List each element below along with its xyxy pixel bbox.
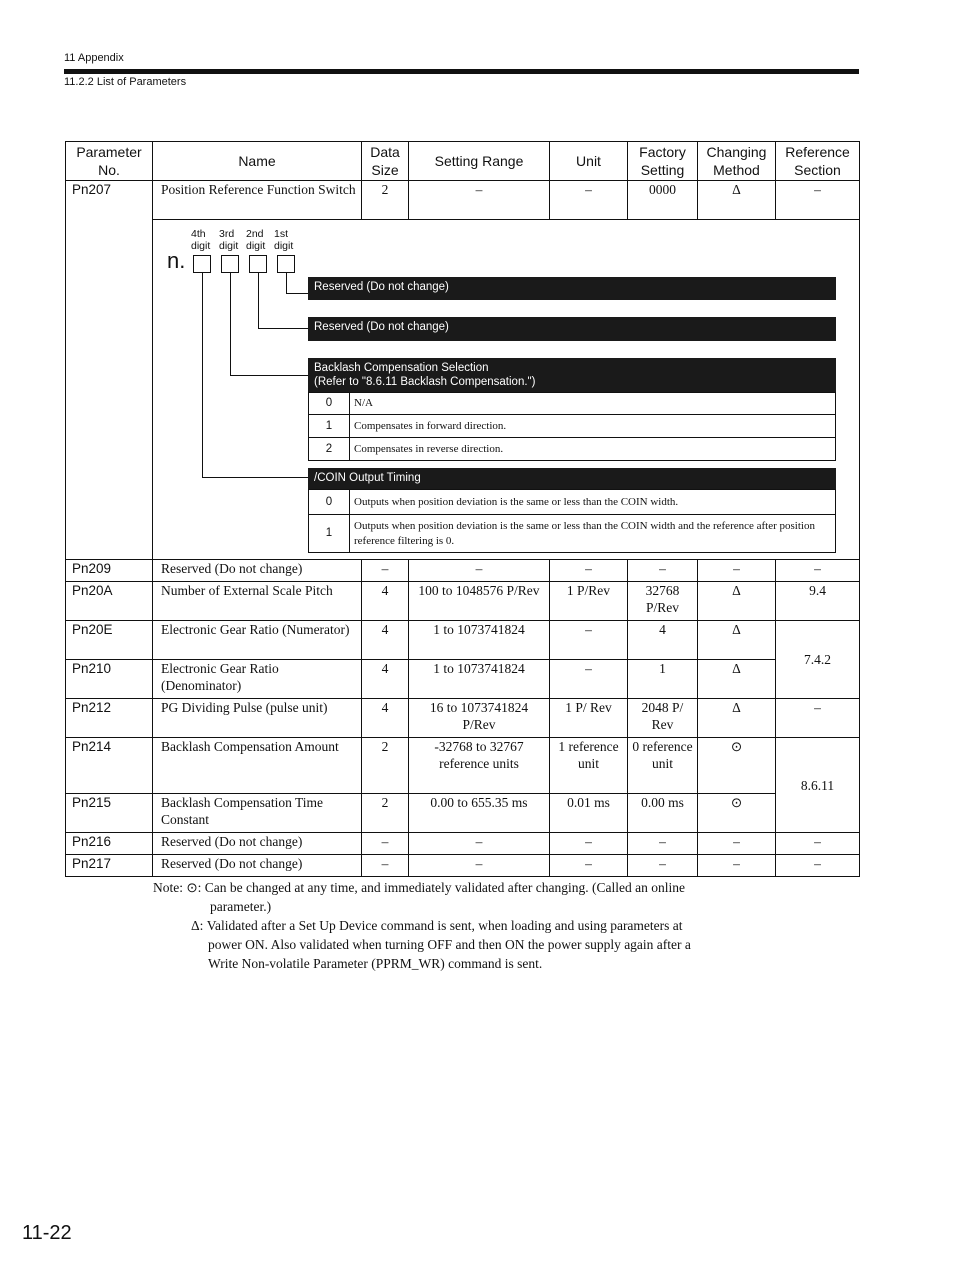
digit-box-4th — [193, 255, 211, 273]
reference-section: 9.4 — [776, 582, 860, 621]
table-row — [66, 582, 860, 621]
col-header: Parameter No. — [66, 142, 153, 181]
option-text: N/A — [350, 393, 836, 415]
changing-method: Δ — [698, 582, 776, 621]
col-header: Unit — [550, 142, 628, 181]
changing-method: ⊙ — [698, 738, 776, 794]
digit1-title — [308, 277, 836, 300]
setting-range: 1 to 1073741824 — [409, 660, 550, 699]
param-name: Number of External Scale Pitch — [153, 582, 362, 621]
param-no: Pn212 — [66, 699, 153, 738]
note-line: Δ: Validated after a Set Up Device command is sent, when loading and using parameters at — [191, 918, 683, 933]
param-no: Pn210 — [66, 660, 153, 699]
data-size: – — [362, 560, 409, 582]
option-text: Compensates in forward direction. — [350, 415, 836, 438]
chapter-header: 11 Appendix — [64, 52, 124, 64]
setting-range: – — [409, 855, 550, 877]
unit: – — [550, 833, 628, 855]
reference-section: 7.4.2 — [776, 621, 860, 699]
digit-diagram — [153, 220, 859, 559]
prefix-label: n. — [167, 248, 186, 273]
table-row — [66, 621, 860, 660]
digit-label: 3rd digit — [219, 228, 239, 252]
param-name: Position Reference Function Switch — [153, 181, 362, 220]
col-header: Factory Setting — [628, 142, 698, 181]
setting-range: -32768 to 32767 reference units — [409, 738, 550, 794]
param-no: Pn209 — [66, 560, 153, 582]
changing-method: Δ — [698, 181, 776, 220]
option-row — [309, 415, 836, 438]
table-row — [66, 855, 860, 877]
setting-range: – — [409, 181, 550, 220]
param-no: Pn214 — [66, 738, 153, 794]
table-row — [66, 833, 860, 855]
table-row — [66, 738, 860, 794]
changing-method: – — [698, 855, 776, 877]
data-size: 4 — [362, 621, 409, 660]
data-size: 2 — [362, 794, 409, 833]
leader-line — [258, 328, 308, 329]
table-row — [66, 699, 860, 738]
digit3-title-text: Backlash Compensation Selection — [314, 362, 489, 374]
factory-setting: 0 reference unit — [628, 738, 698, 794]
col-header: Data Size — [362, 142, 409, 181]
param-name: Reserved (Do not change) — [153, 833, 362, 855]
data-size: 4 — [362, 582, 409, 621]
setting-range: 0.00 to 655.35 ms — [409, 794, 550, 833]
digit4-options — [308, 489, 836, 553]
table-row — [66, 794, 860, 833]
setting-range: 100 to 1048576 P/Rev — [409, 582, 550, 621]
reference-section: – — [776, 855, 860, 877]
digit-box-2nd — [249, 255, 267, 273]
table-row — [66, 660, 860, 699]
option-key: 0 — [309, 393, 350, 415]
leader-line — [202, 273, 203, 477]
option-row — [309, 438, 836, 461]
data-size: – — [362, 833, 409, 855]
note-line: Note: ⊙: Can be changed at any time, and immediately validated after changing. (Called an online — [153, 880, 686, 895]
unit: – — [550, 621, 628, 660]
changing-method: – — [698, 560, 776, 582]
col-header: Name — [153, 142, 362, 181]
reference-section: – — [776, 560, 860, 582]
param-no: Pn20A — [66, 582, 153, 621]
option-key: 1 — [309, 515, 350, 553]
option-row — [309, 515, 836, 553]
option-key: 0 — [309, 490, 350, 515]
digit-label: 1st digit — [274, 228, 294, 252]
option-row — [309, 490, 836, 515]
unit: – — [550, 660, 628, 699]
unit: 0.01 ms — [550, 794, 628, 833]
unit: – — [550, 855, 628, 877]
digit-box-1st — [277, 255, 295, 273]
data-size: 2 — [362, 738, 409, 794]
reference-section: – — [776, 181, 860, 220]
factory-setting: 1 — [628, 660, 698, 699]
unit: – — [550, 181, 628, 220]
unit: 1 P/Rev — [550, 582, 628, 621]
factory-setting: – — [628, 855, 698, 877]
note-line: Write Non-volatile Parameter (PPRM_WR) command is sent. — [208, 956, 543, 971]
changing-method: Δ — [698, 660, 776, 699]
digit3-title — [308, 358, 836, 392]
unit: – — [550, 560, 628, 582]
parameter-table — [65, 141, 860, 877]
digit2-title — [308, 317, 836, 341]
option-text: Compensates in reverse direction. — [350, 438, 836, 461]
setting-range: – — [409, 833, 550, 855]
digit-diagram-row — [66, 220, 860, 560]
setting-range: – — [409, 560, 550, 582]
factory-setting: 4 — [628, 621, 698, 660]
digit1-title-text: Reserved (Do not change) — [314, 281, 449, 293]
leader-line — [286, 273, 287, 293]
reference-section: 8.6.11 — [776, 738, 860, 833]
data-size: 4 — [362, 699, 409, 738]
data-size: – — [362, 855, 409, 877]
param-no: Pn215 — [66, 794, 153, 833]
reference-section: – — [776, 699, 860, 738]
param-no: Pn216 — [66, 833, 153, 855]
option-key: 1 — [309, 415, 350, 438]
section-header: 11.2.2 List of Parameters — [64, 76, 187, 88]
col-header: Setting Range — [409, 142, 550, 181]
setting-range: 16 to 1073741824 P/Rev — [409, 699, 550, 738]
table-row — [66, 560, 860, 582]
digit2-title-text: Reserved (Do not change) — [314, 321, 449, 333]
factory-setting: 0000 — [628, 181, 698, 220]
leader-line — [258, 273, 259, 328]
col-header: Reference Section — [776, 142, 860, 181]
param-name: Backlash Compensation Amount — [153, 738, 362, 794]
factory-setting: – — [628, 560, 698, 582]
factory-setting: – — [628, 833, 698, 855]
changing-method: Δ — [698, 699, 776, 738]
option-row — [309, 393, 836, 415]
reference-section: – — [776, 833, 860, 855]
digit4-title — [308, 468, 836, 489]
option-key: 2 — [309, 438, 350, 461]
changing-method: – — [698, 833, 776, 855]
leader-line — [202, 477, 308, 478]
col-header: Changing Method — [698, 142, 776, 181]
leader-line — [230, 375, 308, 376]
param-no: Pn20E — [66, 621, 153, 660]
factory-setting: 2048 P/ Rev — [628, 699, 698, 738]
unit: 1 P/ Rev — [550, 699, 628, 738]
option-text: Outputs when position deviation is the same or less than the COIN width. — [350, 490, 836, 515]
digit-label: 2nd digit — [246, 228, 266, 252]
param-name: Backlash Compensation Time Constant — [153, 794, 362, 833]
data-size: 4 — [362, 660, 409, 699]
note-line: power ON. Also validated when turning OFF and then ON the power supply again after a — [208, 937, 691, 952]
changing-method: ⊙ — [698, 794, 776, 833]
note-line: parameter.) — [210, 899, 272, 914]
digit4-title-text: /COIN Output Timing — [314, 472, 421, 484]
digit3-subtitle-text: (Refer to "8.6.11 Backlash Compensation.") — [314, 376, 536, 388]
unit: 1 reference unit — [550, 738, 628, 794]
setting-range: 1 to 1073741824 — [409, 621, 550, 660]
leader-line — [286, 293, 308, 294]
notes — [153, 878, 793, 973]
leader-line — [230, 273, 231, 375]
param-name: Reserved (Do not change) — [153, 560, 362, 582]
param-name: Electronic Gear Ratio (Numerator) — [153, 621, 362, 660]
digit-label: 4th digit — [191, 228, 211, 252]
table-header-row — [66, 142, 860, 181]
data-size: 2 — [362, 181, 409, 220]
page-number: 11-22 — [22, 1222, 72, 1244]
param-no: Pn207 — [66, 181, 153, 560]
param-no: Pn217 — [66, 855, 153, 877]
changing-method: Δ — [698, 621, 776, 660]
param-name: Electronic Gear Ratio (Denominator) — [153, 660, 362, 699]
param-name: PG Dividing Pulse (pulse unit) — [153, 699, 362, 738]
factory-setting: 0.00 ms — [628, 794, 698, 833]
option-text: Outputs when position deviation is the same or less than the COIN width and the reference after position reference filtering is 0. — [350, 515, 836, 553]
param-name: Reserved (Do not change) — [153, 855, 362, 877]
table-row — [66, 181, 860, 220]
factory-setting: 32768 P/Rev — [628, 582, 698, 621]
digit-box-3rd — [221, 255, 239, 273]
header-rule — [64, 69, 859, 74]
digit3-options — [308, 392, 836, 461]
